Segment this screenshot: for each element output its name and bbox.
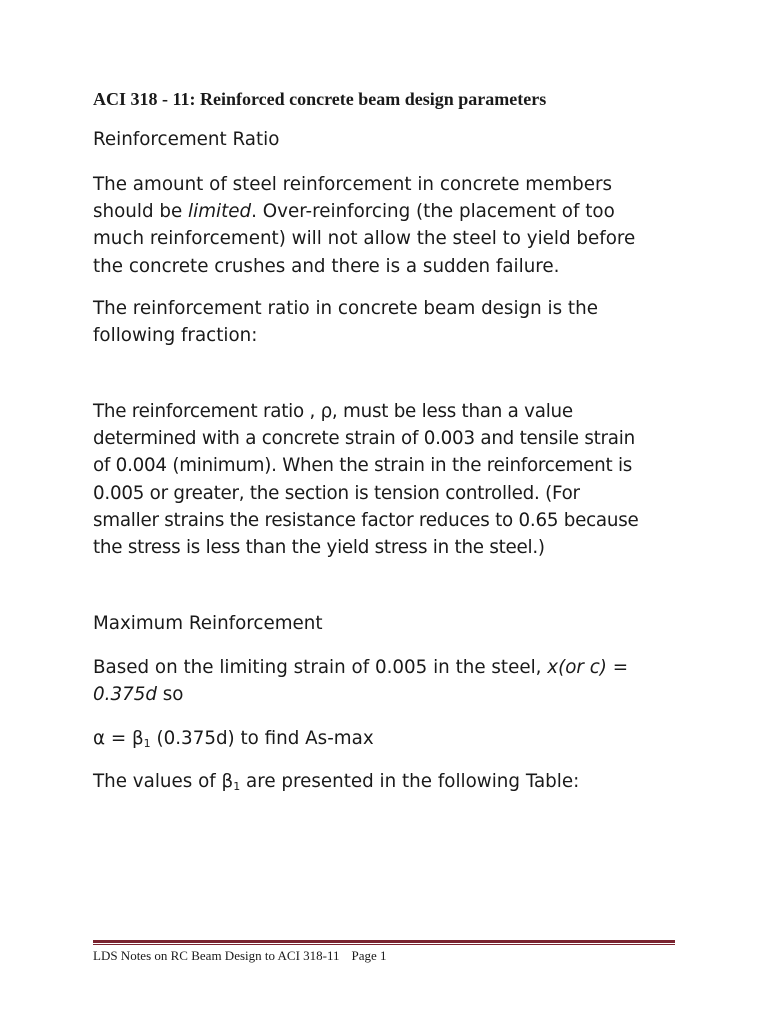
section-title-reinforcement-ratio: Reinforcement Ratio [93,129,280,150]
section-title-maximum-reinforcement: Maximum Reinforcement [93,613,323,634]
paragraph-reinforcement-limit: The amount of steel reinforcement in concrete members should be limited. Over-reinforcing (the placement of too much reinforcement) will not allow the steel to yield before the concrete crushes and there is a sudden failure. [93,174,636,277]
paragraph-beta-table-intro: The values of $\beta_1$ are presented in the following Table: [93,771,580,793]
document-heading: ACI 318 - 11: Reinforced concrete beam design parameters [93,89,547,109]
page-footer [93,948,387,964]
footer-text: LDS Notes on RC Beam Design to ACI 318-11 [93,948,340,963]
footer-rule-thin [93,944,675,945]
footer-rule-thick [93,940,675,943]
emphasis-limited: limited [188,201,252,223]
paragraph-ratio-definition: The reinforcement ratio in concrete beam design is the following fraction: [93,298,598,347]
paragraph-strain-limits: The reinforcement ratio , ρ, must be less than a value determined with a concrete strain of 0.003 and tensile strain of 0.004 (minimum). When the strain in the reinforcement is 0.005 or greater, the section is tension controlled. (For smaller strains the resistance factor reduces to 0.65 because the stress is less than the yield stress in the steel.) [93,401,639,559]
page-number: Page 1 [351,948,387,963]
paragraph-limiting-strain: Based on the limiting strain of 0.005 in the steel, x(or c) = 0.375d so [93,657,629,706]
formula-alpha-beta: $\alpha = \beta_1$ (0.375d) to find As-max [93,728,374,750]
